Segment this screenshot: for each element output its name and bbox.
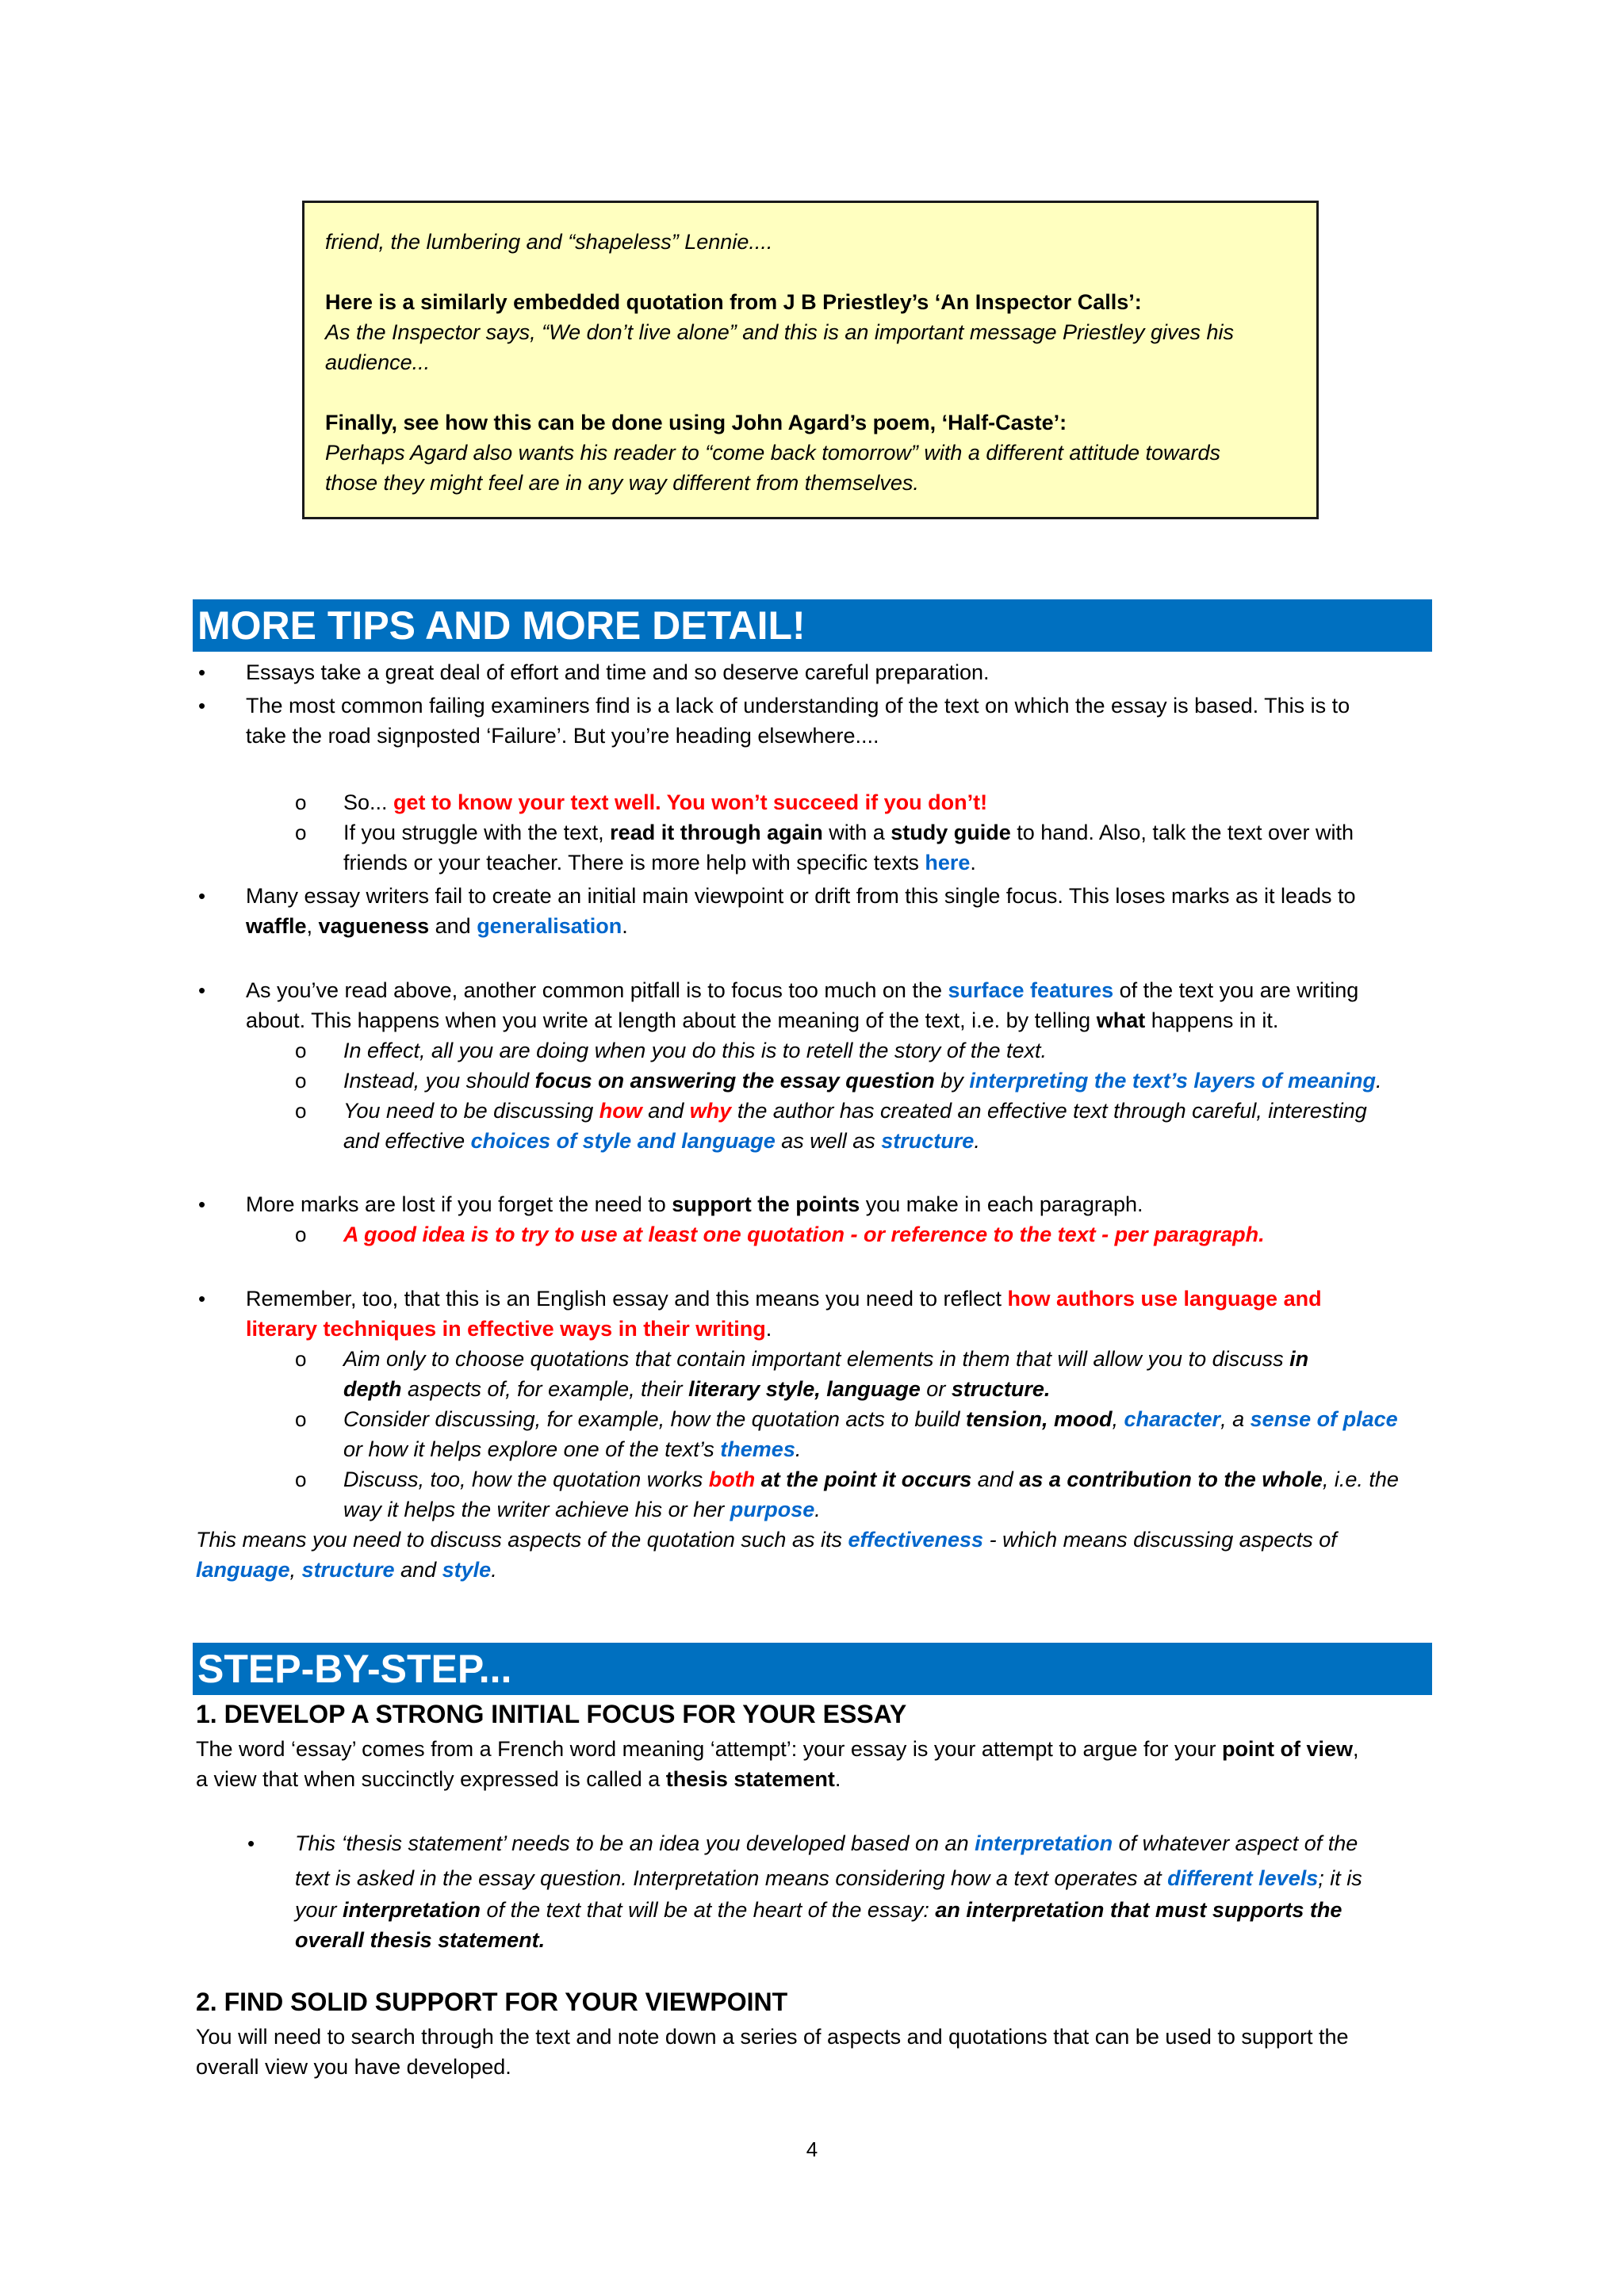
sub-bullet-text: Consider discussing, for example, how the quotation acts to build tension, mood, character, a sense of place	[343, 1407, 1398, 1431]
sub-bullet-icon: o	[295, 1039, 307, 1062]
bullet-icon: •	[198, 978, 206, 1002]
quotation-example-box	[302, 201, 1319, 519]
sub-bullet-icon: o	[295, 1468, 307, 1491]
section-banner-step-by-step: STEP-BY-STEP...	[193, 1643, 1432, 1695]
quote-line: As the Inspector says, “We don’t live alone” and this is an important message Priestley gives his	[325, 320, 1235, 344]
step-heading: 2. FIND SOLID SUPPORT FOR YOUR VIEWPOINT	[196, 1988, 788, 2016]
bullet-icon: •	[198, 884, 206, 908]
step-paragraph: a view that when succinctly expressed is called a thesis statement.	[196, 1767, 841, 1791]
quote-line: those they might feel are in any way different from themselves.	[325, 471, 919, 495]
bullet-text: Many essay writers fail to create an initial main viewpoint or drift from this single focus. This loses marks as it leads to	[246, 884, 1356, 908]
here-link[interactable]: here	[925, 851, 971, 874]
quote-line: friend, the lumbering and “shapeless” Lennie....	[325, 230, 773, 254]
bullet-icon: •	[198, 1287, 206, 1311]
summary-paragraph: language, structure and style.	[196, 1558, 497, 1582]
sub-bullet-text: So... get to know your text well. You won’t succeed if you don’t!	[343, 790, 988, 814]
step-paragraph: overall view you have developed.	[196, 2055, 511, 2079]
quote-heading: Here is a similarly embedded quotation from J B Priestley’s ‘An Inspector Calls’:	[325, 290, 1142, 314]
bullet-text: Remember, too, that this is an English essay and this means you need to reflect how authors use language and	[246, 1287, 1322, 1311]
bullet-icon: •	[247, 1831, 255, 1855]
quote-heading: Finally, see how this can be done using John Agard’s poem, ‘Half-Caste’:	[325, 411, 1067, 434]
bullet-text: take the road signposted ‘Failure’. But you’re heading elsewhere....	[246, 724, 879, 748]
sub-bullet-text: or how it helps explore one of the text’s themes.	[343, 1437, 802, 1461]
sub-bullet-text: friends or your teacher. There is more help with specific texts here.	[343, 851, 976, 874]
sub-bullet-text: You need to be discussing how and why the author has created an effective text through careful, interesting	[343, 1099, 1367, 1123]
step-heading: 1. DEVELOP A STRONG INITIAL FOCUS FOR YOUR ESSAY	[196, 1700, 907, 1728]
sub-bullet-text: Instead, you should focus on answering the essay question by interpreting the text’s layers of meaning.	[343, 1069, 1382, 1093]
sub-bullet-text: If you struggle with the text, read it through again with a study guide to hand. Also, talk the text over with	[343, 821, 1354, 844]
bullet-text: your interpretation of the text that will be at the heart of the essay: an interpretation that must supports the	[295, 1898, 1342, 1922]
bullet-text: waffle, vagueness and generalisation.	[246, 914, 628, 938]
bullet-text: More marks are lost if you forget the need to support the points you make in each paragraph.	[246, 1192, 1143, 1216]
bullet-text: overall thesis statement.	[295, 1928, 546, 1952]
bullet-text: The most common failing examiners find is a lack of understanding of the text on which the essay is based. This is to	[246, 694, 1350, 718]
bullet-icon: •	[198, 694, 206, 718]
sub-bullet-text: A good idea is to try to use at least one quotation - or reference to the text - per paragraph.	[343, 1223, 1265, 1246]
step-paragraph: You will need to search through the text and note down a series of aspects and quotations that can be used to support the	[196, 2025, 1349, 2049]
bullet-text: literary techniques in effective ways in their writing.	[246, 1317, 772, 1341]
sub-bullet-text: way it helps the writer achieve his or her purpose.	[343, 1498, 821, 1521]
sub-bullet-text: depth aspects of, for example, their literary style, language or structure.	[343, 1377, 1051, 1401]
sub-bullet-text: Discuss, too, how the quotation works both at the point it occurs and as a contribution to the whole, i.e. the	[343, 1468, 1399, 1491]
sub-bullet-icon: o	[295, 1099, 307, 1123]
bullet-text: Essays take a great deal of effort and time and so deserve careful preparation.	[246, 660, 990, 684]
sub-bullet-icon: o	[295, 1347, 307, 1371]
sub-bullet-icon: o	[295, 790, 307, 814]
sub-bullet-text: and effective choices of style and language as well as structure.	[343, 1129, 980, 1153]
step-paragraph: The word ‘essay’ comes from a French word meaning ‘attempt’: your essay is your attempt to argue for your point of view,	[196, 1737, 1359, 1761]
bullet-text: As you’ve read above, another common pitfall is to focus too much on the surface features of the text you are writing	[246, 978, 1359, 1002]
sub-bullet-icon: o	[295, 821, 307, 844]
quote-line: audience...	[325, 350, 431, 374]
bullet-text: This ‘thesis statement’ needs to be an idea you developed based on an interpretation of whatever aspect of the	[295, 1831, 1358, 1855]
sub-bullet-icon: o	[295, 1223, 307, 1246]
bullet-icon: •	[198, 1192, 206, 1216]
sub-bullet-text: Aim only to choose quotations that contain important elements in them that will allow you to discuss in	[343, 1347, 1309, 1371]
sub-bullet-icon: o	[295, 1407, 307, 1431]
summary-paragraph: This means you need to discuss aspects of the quotation such as its effectiveness - which means discussing aspects of	[196, 1528, 1337, 1552]
page-number: 4	[806, 2137, 818, 2161]
bullet-text: about. This happens when you write at length about the meaning of the text, i.e. by telling what happens in it.	[246, 1008, 1279, 1032]
quote-line: Perhaps Agard also wants his reader to “come back tomorrow” with a different attitude towards	[325, 441, 1221, 465]
sub-bullet-icon: o	[295, 1069, 307, 1093]
bullet-text: text is asked in the essay question. Interpretation means considering how a text operates at different levels; it is	[295, 1866, 1362, 1890]
bullet-icon: •	[198, 660, 206, 684]
section-banner-more-tips: MORE TIPS AND MORE DETAIL!	[193, 599, 1432, 652]
sub-bullet-text: In effect, all you are doing when you do this is to retell the story of the text.	[343, 1039, 1047, 1062]
